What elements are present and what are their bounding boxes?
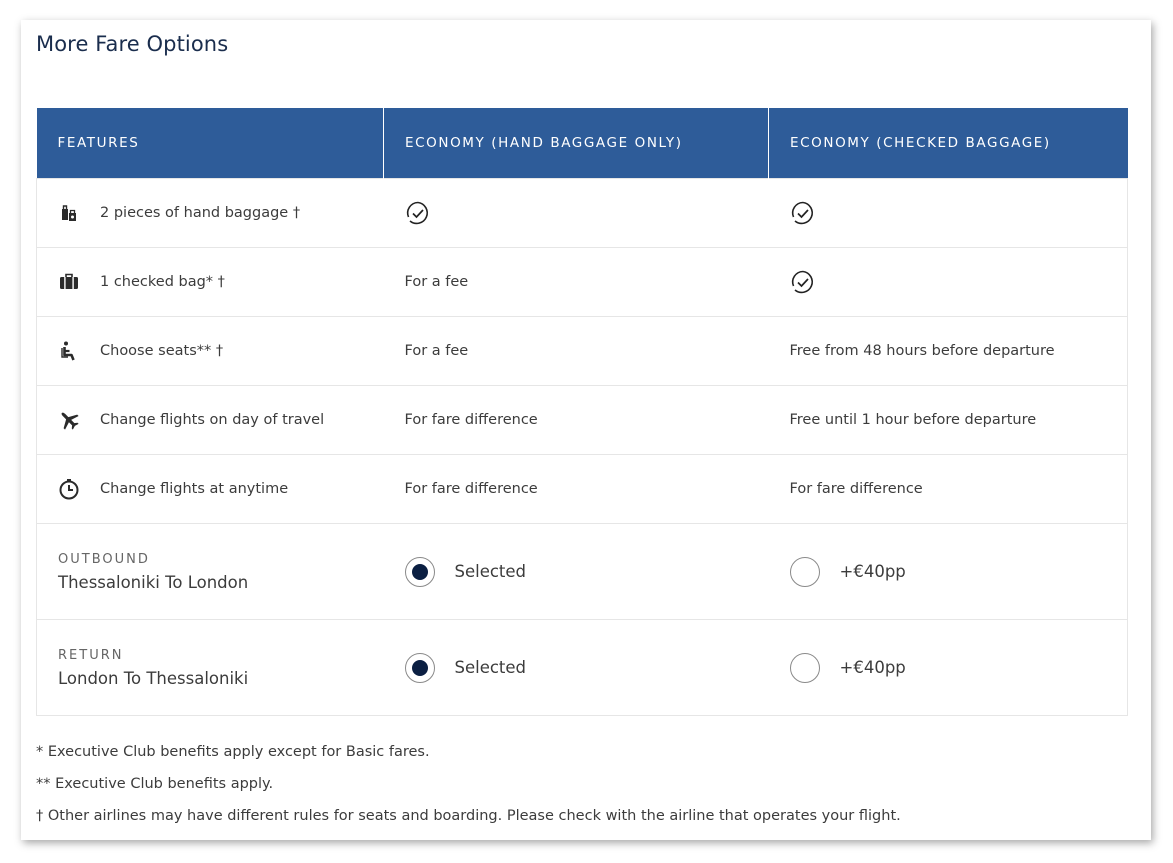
column-header-economy-hand: ECONOMY (HAND BAGGAGE ONLY) (384, 108, 769, 179)
table-row (37, 455, 1128, 524)
feature-label: 1 checked bag* † (100, 274, 225, 290)
return-hand-option[interactable] (384, 620, 769, 716)
feature-cell (37, 179, 384, 248)
hand-baggage-icon (58, 202, 80, 224)
economy-hand-cell (384, 179, 769, 248)
table-row (37, 317, 1128, 386)
journey-row-outbound (37, 524, 1128, 620)
outbound-checked-option[interactable] (769, 524, 1128, 620)
footnote-executive-club: ** Executive Club benefits apply. (36, 776, 274, 792)
feature-cell (37, 317, 384, 386)
economy-checked-cell (769, 248, 1128, 317)
table-row (37, 248, 1128, 317)
table-row (37, 386, 1128, 455)
suitcase-icon (58, 271, 80, 293)
economy-checked-cell (769, 179, 1128, 248)
economy-hand-cell: For a fee (384, 317, 769, 386)
feature-label: 2 pieces of hand baggage † (100, 205, 301, 221)
feature-label: Change flights on day of travel (100, 412, 325, 428)
journey-label: OUTBOUND (58, 551, 150, 567)
checkmark-icon (790, 200, 1128, 226)
journey-label: RETURN (58, 647, 124, 663)
return-checked-option[interactable] (769, 620, 1128, 716)
journey-cell (37, 620, 384, 716)
feature-label: Change flights at anytime (100, 481, 289, 497)
economy-hand-cell: For fare difference (384, 455, 769, 524)
journey-route: London To Thessaloniki (58, 668, 249, 688)
footnote-other-airlines: † Other airlines may have different rules for seats and boarding. Please check with the airline that operates your flight. (36, 808, 901, 824)
radio-selected-dot (412, 660, 428, 676)
return-checked-radio[interactable] (790, 653, 820, 683)
fare-comparison-table (36, 108, 1128, 716)
footnotes (36, 742, 901, 838)
footnote-executive-club-basic: * Executive Club benefits apply except for Basic fares. (36, 744, 430, 760)
table-row (37, 179, 1128, 248)
fare-options-card (21, 20, 1151, 840)
radio-label: +€40pp (839, 658, 906, 677)
feature-cell (37, 455, 384, 524)
journey-cell (37, 524, 384, 620)
radio-selected-dot (412, 564, 428, 580)
plane-icon (58, 409, 80, 431)
table-header-row (37, 108, 1128, 179)
feature-cell (37, 248, 384, 317)
seat-icon (58, 340, 80, 362)
radio-label: +€40pp (839, 562, 906, 581)
checkmark-icon (405, 200, 769, 226)
feature-label: Choose seats** † (100, 343, 224, 359)
return-hand-radio[interactable] (405, 653, 435, 683)
economy-hand-cell: For fare difference (384, 386, 769, 455)
column-header-features: FEATURES (37, 108, 384, 179)
journey-row-return (37, 620, 1128, 716)
checkmark-icon (790, 269, 1128, 295)
outbound-hand-option[interactable] (384, 524, 769, 620)
economy-checked-cell: For fare difference (769, 455, 1128, 524)
radio-label: Selected (454, 562, 527, 581)
outbound-checked-radio[interactable] (790, 557, 820, 587)
page-title: More Fare Options (36, 32, 229, 56)
economy-checked-cell: Free until 1 hour before departure (769, 386, 1128, 455)
stopwatch-icon (58, 478, 80, 500)
column-header-economy-checked: ECONOMY (CHECKED BAGGAGE) (769, 108, 1128, 179)
radio-label: Selected (454, 658, 527, 677)
journey-route: Thessaloniki To London (58, 572, 249, 592)
economy-checked-cell: Free from 48 hours before departure (769, 317, 1128, 386)
feature-cell (37, 386, 384, 455)
outbound-hand-radio[interactable] (405, 557, 435, 587)
economy-hand-cell: For a fee (384, 248, 769, 317)
